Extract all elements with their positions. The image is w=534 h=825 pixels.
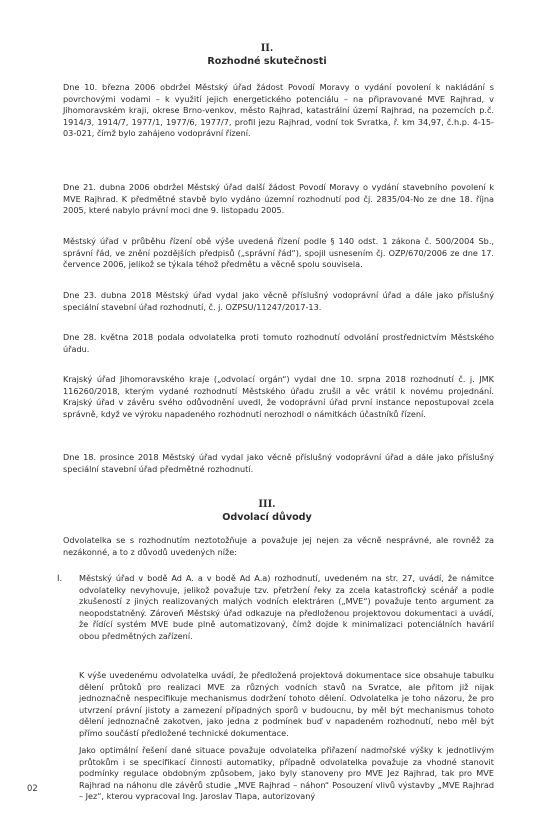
section-2-heading <box>0 43 534 67</box>
paragraph <box>63 452 494 475</box>
section-3-heading <box>0 499 534 523</box>
section-roman-numeral: III. <box>258 499 276 510</box>
section-intro <box>63 535 494 558</box>
paragraph-text: Dne 23. dubna 2018 Městský úřad vydal jako věcně příslušný vodoprávní úřad a dále jako příslušný speciální stavební úřad rozhodnutí, č. j. OZPSU/11247/2017-13. <box>63 290 494 312</box>
list-item-paragraph <box>79 670 494 740</box>
paragraph <box>63 290 494 313</box>
paragraph-text: Dne 28. května 2018 podala odvolatelka proti tomuto rozhodnutí odvolání prostřednictvím Městského úřadu. <box>63 332 494 354</box>
paragraph-text: K výše uvedenému odvolatelka uvádí, že předložená projektová dokumentace sice obsahuje tabulku dělení průtoků pro realizaci MVE za různých vodních stavů na Svratce, ale přitom již nijak jednoznačně nespecifikuje mechanismus dodržení tohoto dělení. Odvolatelka je toho názoru, že pro utvrzení právní jistoty a zamezení případných sporů v budoucnu, by měl být mechanismus tohoto dělení jednoznačně zakotven, jako jedna z podmínek buď v napadeném rozhodnutí, nebo měl být přímo součástí předložené technické dokumentace. <box>79 670 494 738</box>
paragraph-text: Dne 18. prosince 2018 Městský úřad vydal jako věcně příslušný vodoprávní úřad a dále jako příslušný speciální stavební úřad předmětné rozhodnutí. <box>63 452 494 474</box>
paragraph <box>63 82 494 140</box>
section-title: Odvolací důvody <box>222 512 312 523</box>
list-item <box>79 573 494 643</box>
paragraph-text: Městský úřad v bodě Ad A. a v bodě Ad A.a) rozhodnutí, uvedeném na str. 27, uvádí, že námitce odvolatelky nevyhovuje, jelikož považuje tzv. přetržení řeky za zcela katastrofický scénář a podle zkušeností z jiných realizovaných malých vodních elektráren („MVE“) považuje tento argument za neopodstatněný. Zároveň Městský úřad odkazuje na předloženou projektovou dokumentaci a uvádí, že řídící systém MVE bude plně automatizovaný, čímž dojde k minimalizaci potenciálních havárií obou předmětných zařízení. <box>79 573 494 641</box>
paragraph-text: Městský úřad v průběhu řízení obě výše uvedená řízení podle § 140 odst. 1 zákona č. 500/2004 Sb., správní řád, ve znění pozdějších předpisů („správní řád“), spojil usnesením čj. OZP/670/2006 ze dne 17. července 2006, jelikož se týkala téhož předmětu a věcně spolu souvisela. <box>63 236 494 270</box>
list-item-number: I. <box>57 573 63 583</box>
section-roman-numeral: II. <box>260 43 274 54</box>
paragraph-text: Krajský úřad Jihomoravského kraje („odvolací orgán“) vydal dne 10. srpna 2018 rozhodnutí č. j. JMK 116260/2018, kterým vydané rozhodnutí Městského úřadu zrušil a věc vrátil k novému projednání. Krajský úřad v závěru svého odůvodnění uvedl, že vodoprávní úřad první instance nepostupoval zcela správně, když ve výroku napadeného rozhodnutí nerozhodl o námitkách účastníků řízení. <box>63 374 494 419</box>
paragraph <box>63 374 494 420</box>
page-number: 02 <box>27 783 38 793</box>
list-item-paragraph <box>79 745 494 803</box>
section-title: Rozhodné skutečnosti <box>207 56 327 67</box>
paragraph-text: Dne 21. dubna 2006 obdržel Městský úřad další žádost Povodí Moravy o vydání stavebního povolení k MVE Rajhrad. K předmětné stavbě bylo vydáno územní rozhodnutí pod čj. 2835/04-No ze dne 18. října 2005, které nabylo právní moci dne 9. listopadu 2005. <box>63 182 494 216</box>
paragraph-text: Dne 10. března 2006 obdržel Městský úřad žádost Povodí Moravy o vydání povolení k nakládání s povrchovými vodami – k využití jejich energetického potenciálu – na připravované MVE Rajhrad, v Jihomoravském kraji, okrese Brno-venkov, město Rajhrad, katastrální území Rajhrad, na pozemcích p.č. 1914/3, 1914/7, 1977/1, 1977/6, 1977/7, profil jezu Rajhrad, vodní tok Svratka, ř. km 34,97, č.h.p. 4-15-03-021, čímž bylo zahájeno vodoprávní řízení. <box>63 82 494 139</box>
paragraph-text: Odvolatelka se s rozhodnutím neztotožňuje a považuje jej nejen za věcně nesprávné, ale rovněž za nezákonné, a to z důvodů uvedených níže: <box>63 535 494 557</box>
paragraph-text: Jako optimální řešení dané situace považuje odvolatelka přiřazení nadmořské výšky k jednotlivým průtokům i se specifikací činnosti automatiky, případně odvolatelka považuje za vhodné stanovit podmínky regulace obdobným způsobem, jako byly stanoveny pro MVE Jez Rajhrad, tak pro MVE Rajhrad na náhonu dle závěrů studie „MVE Rajhrad – náhon“ Posouzení vlivů výstavby „MVE Rajhrad – Jez“, kterou vypracoval Ing. Jaroslav Tlapa, autorizovaný <box>79 745 494 802</box>
paragraph <box>63 236 494 271</box>
paragraph <box>63 332 494 355</box>
paragraph <box>63 182 494 217</box>
